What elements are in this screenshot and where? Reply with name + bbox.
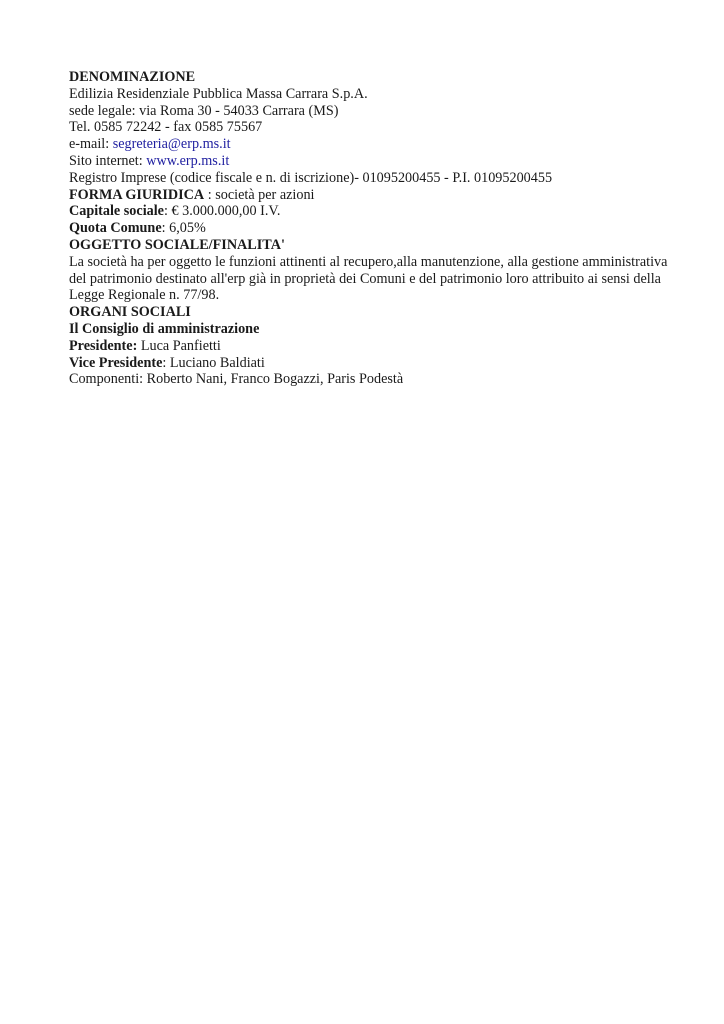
registro-imprese: Registro Imprese (codice fiscale e n. di iscrizione)- 01095200455 - P.I. 01095200455 — [69, 169, 553, 186]
consiglio-heading: Il Consiglio di amministrazione — [69, 320, 260, 337]
website-link[interactable]: www.erp.ms.it — [146, 152, 230, 169]
vice-presidente-value: : Luciano Baldiati — [162, 354, 265, 371]
email-link[interactable]: segreteria@erp.ms.it — [112, 136, 231, 153]
organi-sociali-heading: ORGANI SOCIALI — [69, 304, 191, 321]
denominazione-heading: DENOMINAZIONE — [69, 69, 196, 85]
forma-giuridica-label: FORMA GIURIDICA — [69, 186, 205, 203]
oggetto-sociale-heading: OGGETTO SOCIALE/FINALITA' — [69, 236, 285, 253]
presidente-label: Presidente: — [69, 337, 138, 354]
forma-giuridica-value: : società per azioni — [204, 186, 315, 203]
quota-comune-value: : 6,05% — [161, 220, 206, 237]
document-page — [69, 69, 669, 388]
email-line — [69, 136, 669, 153]
capitale-sociale-label: Capitale sociale — [69, 203, 164, 220]
website-line — [69, 153, 669, 170]
quota-comune-line — [69, 220, 669, 237]
capitale-sociale-line — [69, 203, 669, 220]
email-label: e-mail: — [69, 136, 113, 153]
forma-giuridica-line — [69, 187, 669, 204]
tel-fax: Tel. 0585 72242 - fax 0585 75567 — [69, 119, 263, 136]
vice-presidente-label: Vice Presidente — [69, 354, 163, 371]
sede-legale: sede legale: via Roma 30 - 54033 Carrara (MS) — [69, 102, 339, 119]
presidente-value: Luca Panfietti — [137, 337, 221, 354]
quota-comune-label: Quota Comune — [69, 220, 162, 237]
capitale-sociale-value: : € 3.000.000,00 I.V. — [163, 203, 281, 220]
componenti: Componenti: Roberto Nani, Franco Bogazzi, Paris Podestà — [69, 371, 404, 388]
website-label: Sito internet: — [69, 152, 147, 169]
presidente-line — [69, 338, 669, 355]
company-name: Edilizia Residenziale Pubblica Massa Carrara S.p.A. — [69, 85, 368, 102]
vice-presidente-line — [69, 355, 669, 372]
oggetto-sociale-text: La società ha per oggetto le funzioni attinenti al recupero,alla manutenzione, alla gestione amministrativa del patrimonio destinato all'erp già in proprietà dei Comuni e del patrimonio loro attribuito ai sensi della Legge Regionale n. 77/98. — [69, 253, 668, 304]
